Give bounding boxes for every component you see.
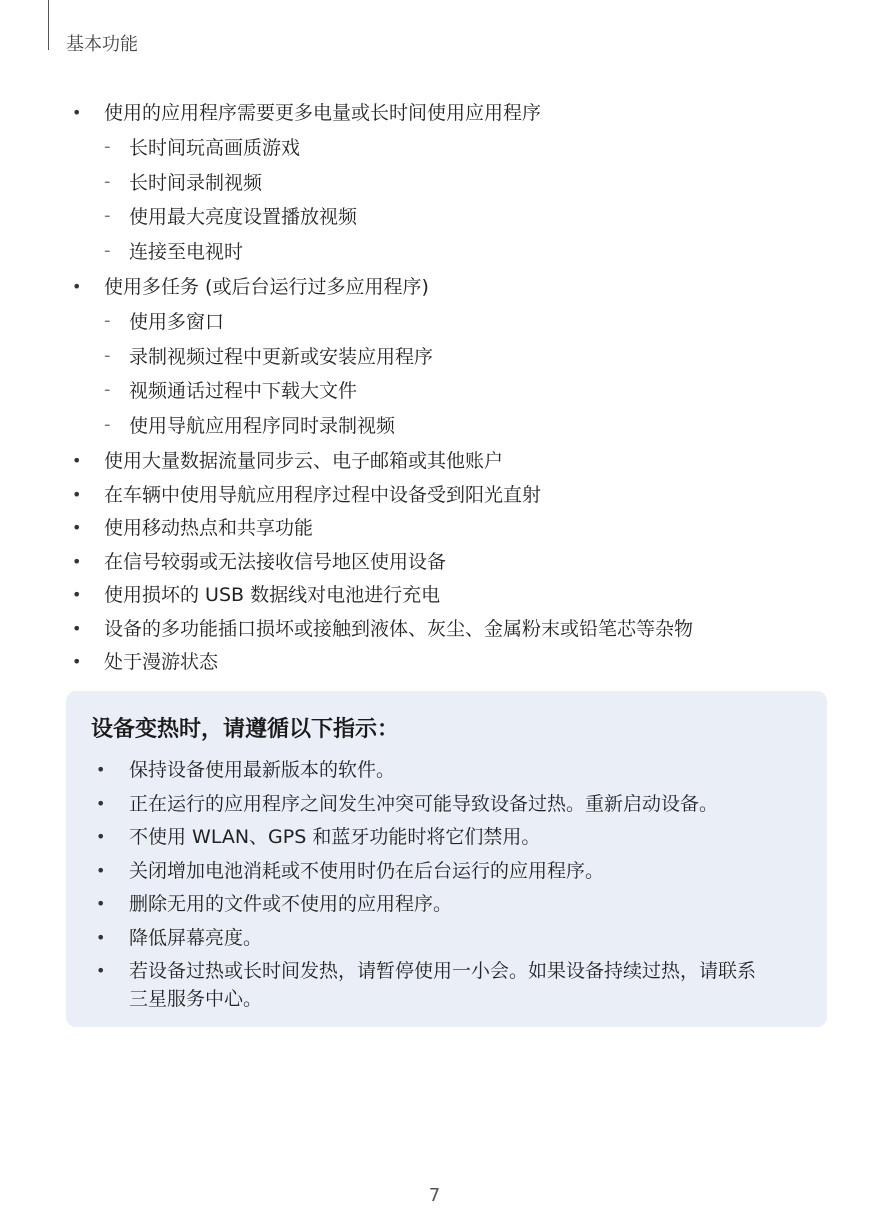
dash-marker: - [104, 170, 111, 192]
sub-list-item: 使用多窗口 [129, 310, 225, 333]
tip-bullet-marker: • [96, 860, 106, 880]
list-item: 在信号较弱或无法接收信号地区使用设备 [104, 550, 447, 573]
sub-list-item: 视频通话过程中下载大文件 [129, 380, 358, 403]
bullet-marker: • [72, 103, 82, 122]
bullet-marker: • [72, 484, 82, 504]
tip-box-title: 设备变热时，请遵循以下指示： [91, 717, 400, 742]
tip-item: 若设备过热或长时间发热，请暂停使用一小会。如果设备持续过热，请联系 [129, 960, 757, 982]
dash-marker: - [104, 379, 111, 401]
dash-marker: - [104, 205, 111, 227]
tip-bullet-marker: • [96, 760, 106, 779]
list-item: 使用损坏的 USB 数据线对电池进行充电 [104, 584, 441, 606]
list-item: 使用多任务 (或后台运行过多应用程序) [104, 276, 429, 298]
list-item: 使用的应用程序需要更多电量或长时间使用应用程序 [104, 102, 542, 124]
page-number: 7 [428, 1185, 441, 1206]
bullet-marker: • [72, 518, 82, 537]
sub-list-item: 长时间录制视频 [129, 171, 263, 194]
tip-item: 保持设备使用最新版本的软件。 [129, 759, 396, 781]
tip-bullet-marker: • [96, 894, 106, 913]
tip-item: 正在运行的应用程序之间发生冲突可能导致设备过热。重新启动设备。 [129, 792, 719, 815]
tip-item: 降低屏幕亮度。 [129, 926, 263, 949]
bullet-marker: • [72, 618, 82, 638]
bullet-marker: • [72, 451, 82, 470]
list-item: 设备的多功能插口损坏或接触到液体、灰尘、金属粉末或铅笔芯等杂物 [104, 617, 694, 640]
header-divider [48, 0, 49, 50]
list-item: 使用大量数据流量同步云、电子邮箱或其他账户 [104, 450, 504, 472]
bullet-marker: • [72, 652, 82, 671]
dash-marker: - [104, 344, 111, 366]
bullet-marker: • [72, 585, 82, 604]
list-item: 处于漫游状态 [104, 651, 219, 673]
bullet-marker: • [72, 551, 82, 571]
dash-marker: - [104, 309, 111, 331]
bullet-marker: • [72, 277, 82, 296]
tip-bullet-marker: • [96, 827, 106, 846]
section-title: 基本功能 [66, 34, 138, 55]
tip-bullet-marker: • [96, 961, 106, 980]
sub-list-item: 使用导航应用程序同时录制视频 [129, 415, 396, 438]
sub-list-item: 录制视频过程中更新或安装应用程序 [129, 345, 434, 368]
dash-marker: - [104, 240, 111, 262]
tip-item: 关闭增加电池消耗或不使用时仍在后台运行的应用程序。 [129, 859, 605, 882]
sub-list-item: 连接至电视时 [129, 241, 244, 264]
sub-list-item: 使用最大亮度设置播放视频 [129, 206, 358, 229]
list-item: 使用移动热点和共享功能 [104, 517, 314, 539]
tip-item: 删除无用的文件或不使用的应用程序。 [129, 893, 453, 915]
dash-marker: - [104, 135, 111, 157]
tip-item: 三星服务中心。 [129, 988, 263, 1010]
tip-item: 不使用 WLAN、GPS 和蓝牙功能时将它们禁用。 [129, 826, 541, 848]
dash-marker: - [104, 414, 111, 436]
tip-bullet-marker: • [96, 927, 106, 947]
list-item: 在车辆中使用导航应用程序过程中设备受到阳光直射 [104, 483, 542, 506]
tip-bullet-marker: • [96, 793, 106, 813]
sub-list-item: 长时间玩高画质游戏 [129, 136, 301, 159]
